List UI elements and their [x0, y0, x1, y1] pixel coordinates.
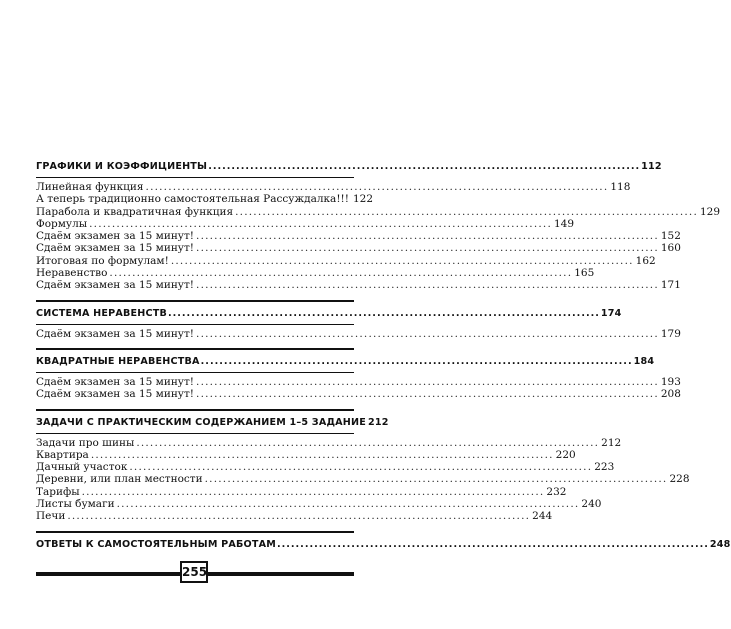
entry-page: 240: [581, 498, 602, 511]
section-page: 112: [641, 161, 662, 172]
section-page: 212: [368, 416, 389, 428]
entry-page: 208: [660, 388, 681, 401]
entry-title: А теперь традиционно самостоятельная Рассуждалка!!!: [36, 193, 349, 206]
toc-entry[interactable]: [36, 254, 656, 267]
dot-leader: .............................................................................................: [208, 161, 641, 172]
toc-entry[interactable]: [36, 388, 681, 401]
entry-title: Сдаём экзамен за 15 минут!: [36, 327, 195, 340]
section-title: КВАДРАТНЫЕ НЕРАВЕНСТВА: [36, 355, 200, 367]
dot-leader: ......................................................................................................: [196, 279, 659, 292]
entry-page: 223: [594, 461, 615, 474]
toc-entry[interactable]: [36, 242, 681, 255]
section-divider: [36, 300, 354, 302]
section-heading[interactable]: [36, 160, 662, 173]
dot-leader: ......................................................................................................: [129, 461, 593, 474]
entry-title: Итоговая по формулам!: [36, 254, 169, 267]
toc-entry[interactable]: [36, 448, 576, 461]
dot-leader: ......................................................................................................: [89, 217, 552, 230]
entry-page: 228: [669, 473, 690, 486]
toc-section: [36, 355, 681, 401]
entry-page: 129: [699, 205, 721, 218]
dot-leader: ......................................................................................................: [109, 267, 573, 280]
section-heading[interactable]: [36, 538, 731, 551]
entry-title: Тарифы: [36, 485, 80, 498]
entry-page: 149: [553, 217, 575, 230]
section-divider: [36, 348, 354, 350]
entry-title: Дачный участок: [36, 461, 128, 474]
entry-page: 193: [660, 375, 681, 388]
dot-leader: ......................................................................................................: [67, 510, 531, 523]
dot-leader: ......................................................................................................: [90, 448, 554, 461]
toc-section: [36, 307, 681, 340]
entry-page: 220: [555, 448, 576, 461]
section-page: 174: [600, 307, 622, 319]
entry-title: Линейная функция: [36, 181, 144, 193]
page-number: 255: [180, 561, 208, 583]
toc-entry[interactable]: [36, 193, 374, 206]
dot-leader: ......................................................................................................: [196, 230, 659, 243]
dot-leader: ......................................................................................................: [196, 242, 659, 255]
section-heading[interactable]: [36, 416, 389, 429]
entry-title: Неравенство: [36, 267, 108, 280]
section-heading[interactable]: [36, 307, 622, 320]
section-rule: [36, 177, 354, 178]
dot-leader: ......................................................................................................: [116, 498, 580, 511]
section-rule: [36, 324, 354, 325]
section-title: ОТВЕТЫ К САМОСТОЯТЕЛЬНЫМ РАБОТАМ: [36, 538, 276, 550]
section-title: ЗАДАЧИ С ПРАКТИЧЕСКИМ СОДЕРЖАНИЕМ 1–5 ЗАДАНИЕ: [36, 416, 367, 428]
section-divider: [36, 531, 354, 533]
entry-page: 165: [574, 267, 595, 280]
toc-entry[interactable]: [36, 230, 681, 243]
entry-title: Печи: [36, 510, 66, 523]
dot-leader: ......................................................................................................: [81, 485, 545, 498]
dot-leader: ......................................................................................................: [235, 205, 698, 218]
toc-entry[interactable]: [36, 279, 681, 292]
entry-page: 152: [660, 230, 681, 243]
section-title: ГРАФИКИ И КОЭФФИЦИЕНТЫ: [36, 161, 208, 172]
dot-leader: .............................................................................................: [200, 355, 633, 367]
entry-title: Квартира: [36, 448, 89, 461]
dot-leader: .............................................................................................: [167, 307, 600, 319]
section-divider: [36, 409, 354, 411]
toc-entry[interactable]: [36, 267, 595, 280]
dot-leader: ......................................................................................................: [204, 473, 668, 486]
entry-page: 162: [635, 254, 656, 267]
entry-title: Листы бумаги: [36, 498, 115, 511]
table-of-contents: [36, 160, 731, 551]
toc-entry[interactable]: [36, 217, 575, 230]
entry-page: 212: [601, 436, 622, 449]
toc-entry[interactable]: [36, 473, 690, 486]
toc-entry[interactable]: [36, 510, 553, 523]
entry-title: Задачи про шины: [36, 436, 135, 449]
entry-page: 244: [532, 510, 553, 523]
toc-entry[interactable]: [36, 461, 615, 474]
entry-title: Деревни, или план местности: [36, 473, 203, 486]
section-rule: [36, 372, 354, 373]
dot-leader: ......................................................................................................: [196, 388, 659, 401]
section-title: СИСТЕМА НЕРАВЕНСТВ: [36, 307, 167, 319]
toc-section: [36, 416, 690, 523]
section-heading[interactable]: [36, 355, 655, 368]
toc-entry[interactable]: [36, 375, 681, 388]
dot-leader: ......................................................................................................: [170, 254, 634, 267]
dot-leader: ......................................................................................................: [145, 181, 609, 193]
toc-entry[interactable]: [36, 485, 567, 498]
entry-page: 122: [352, 193, 374, 206]
dot-leader: .............................................................................................: [276, 538, 709, 550]
entry-page: 171: [660, 279, 681, 292]
section-page: 184: [633, 355, 655, 367]
dot-leader: ......................................................................................................: [136, 436, 600, 449]
entry-title: Парабола и квадратичная функция: [36, 205, 234, 218]
section-page: 248: [709, 538, 731, 550]
entry-page: 232: [546, 485, 567, 498]
entry-title: Сдаём экзамен за 15 минут!: [36, 242, 195, 255]
entry-title: Сдаём экзамен за 15 минут!: [36, 375, 195, 388]
toc-entry[interactable]: [36, 436, 622, 449]
section-rule: [36, 433, 354, 434]
toc-entry[interactable]: [36, 205, 721, 218]
toc-section: [36, 160, 721, 292]
dot-leader: ......................................................................................................: [196, 327, 659, 340]
entry-title: Сдаём экзамен за 15 минут!: [36, 230, 195, 243]
toc-entry[interactable]: [36, 327, 681, 340]
toc-entry[interactable]: [36, 181, 631, 193]
entry-title: Сдаём экзамен за 15 минут!: [36, 279, 195, 292]
entry-page: 179: [660, 327, 681, 340]
entry-title: Сдаём экзамен за 15 минут!: [36, 388, 195, 401]
entry-page: 118: [610, 181, 631, 193]
entry-title: Формулы: [36, 217, 88, 230]
entry-page: 160: [660, 242, 681, 255]
toc-entry[interactable]: [36, 498, 602, 511]
dot-leader: ......................................................................................................: [196, 375, 659, 388]
